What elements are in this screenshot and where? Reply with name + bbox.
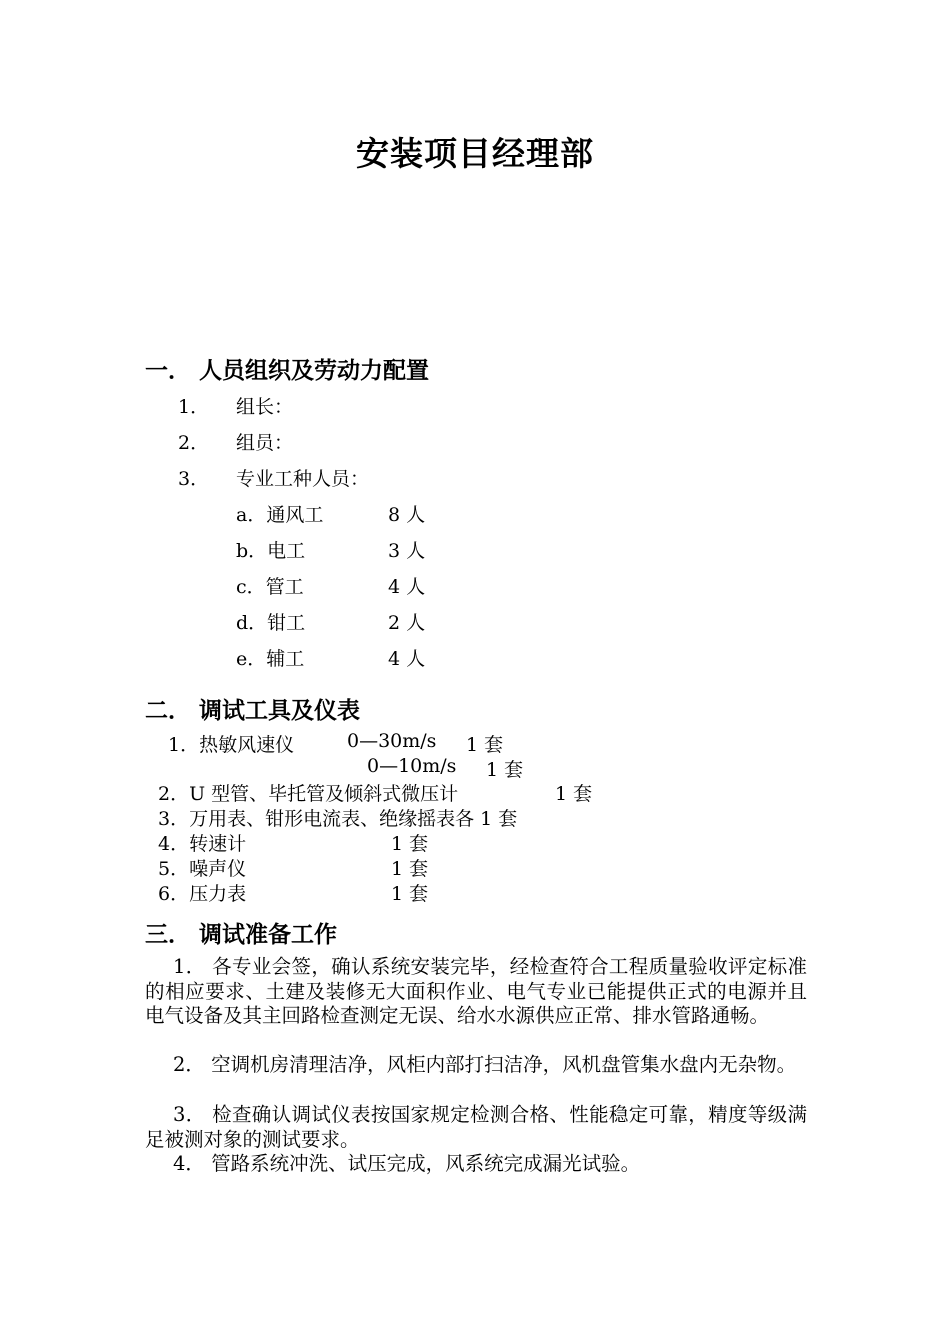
tool-quantity: 1 套 <box>391 858 429 880</box>
section1-heading: 一． 人员组织及劳动力配置 <box>145 357 430 384</box>
prep-paragraph: 2． 空调机房清理洁净，风柜内部打扫洁净，风机盘管集水盘内无杂物。 <box>173 1053 797 1076</box>
section1-item-text: 专业工种人员： <box>236 468 370 490</box>
worker-label: e．辅工 <box>236 648 305 670</box>
worker-count: 2 人 <box>388 612 426 634</box>
worker-count: 3 人 <box>388 540 426 562</box>
tool-quantity: 1 套 <box>466 734 504 756</box>
tool-name: 6．压力表 <box>158 883 247 905</box>
tool-name: 1．热敏风速仪 <box>168 734 295 756</box>
section1-item-number: 1． <box>178 396 210 418</box>
prep-paragraph: 3． 检查确认调试仪表按国家规定检测合格、性能稳定可靠，精度等级满足被测对象的测试要求。 <box>145 1103 807 1151</box>
worker-count: 4 人 <box>388 576 426 598</box>
prep-paragraph: 4． 管路系统冲洗、试压完成，风系统完成漏光试验。 <box>173 1152 641 1175</box>
tool-name: 3．万用表、钳形电流表、绝缘摇表各 1 套 <box>158 808 518 830</box>
section1-item-text: 组长： <box>236 396 294 418</box>
worker-label: b．电工 <box>236 540 306 562</box>
section2-heading: 二． 调试工具及仪表 <box>145 697 361 724</box>
section1-item-text: 组员： <box>236 432 294 454</box>
worker-label: c．管工 <box>236 576 304 598</box>
worker-label: d．钳工 <box>236 612 306 634</box>
tool-name: 4．转速计 <box>158 833 247 855</box>
tool-quantity: 1 套 <box>391 883 429 905</box>
tool-spec: 0—10m/s <box>367 755 457 777</box>
worker-count: 8 人 <box>388 504 426 526</box>
worker-count: 4 人 <box>388 648 426 670</box>
prep-paragraph: 1． 各专业会签，确认系统安装完毕，经检查符合工程质量验收评定标准的相应要求、土建及装修无大面积作业、电气专业已能提供正式的电源并且电气设备及其主回路检查测定无误、给水水源供应正常、排水管路通畅。 <box>145 955 807 1027</box>
section1-item-number: 2． <box>178 432 210 454</box>
tool-quantity: 1 套 <box>555 783 593 805</box>
tool-name: 5．噪声仪 <box>158 858 247 880</box>
tool-spec: 0—30m/s <box>347 730 437 752</box>
page-title: 安装项目经理部 <box>356 134 594 173</box>
tool-name: 2．U 型管、毕托管及倾斜式微压计 <box>158 783 459 805</box>
section3-heading: 三． 调试准备工作 <box>145 921 338 948</box>
section1-item-number: 3． <box>178 468 210 490</box>
tool-quantity: 1 套 <box>391 833 429 855</box>
worker-label: a．通风工 <box>236 504 324 526</box>
tool-quantity: 1 套 <box>486 759 524 781</box>
